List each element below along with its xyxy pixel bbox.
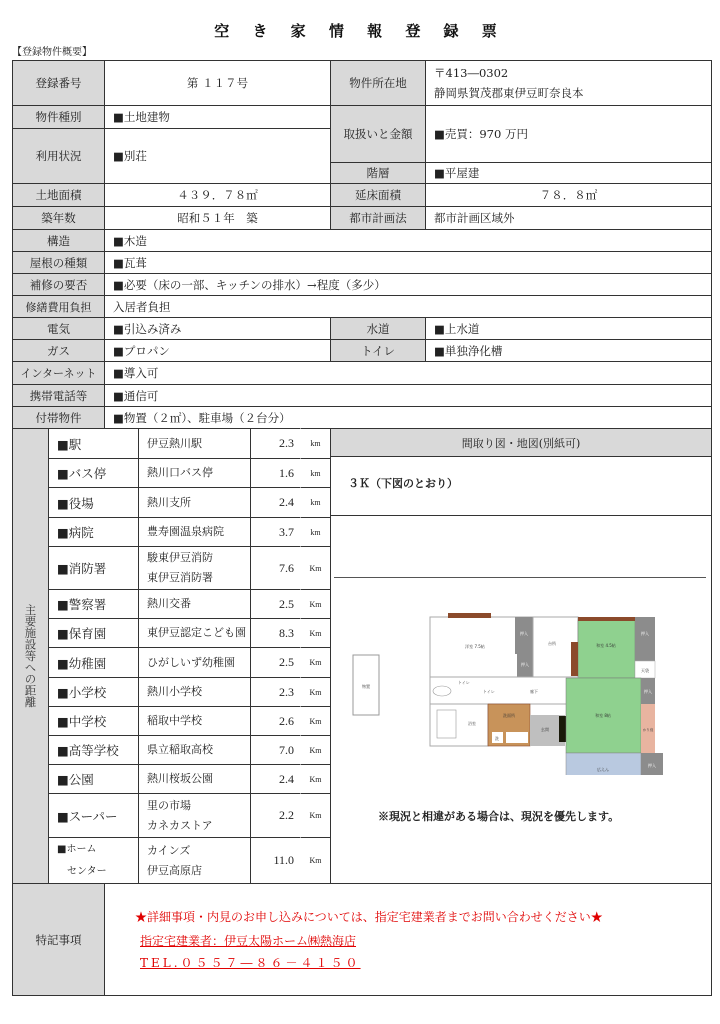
svg-text:トイレ: トイレ [483, 689, 495, 694]
facility-place-line: 豊寿園温泉病院 [147, 525, 224, 538]
facility-place-line: カネカストア [147, 818, 213, 832]
floorplan-note: ※現況と相違がある場合は、現況を優先します。 [378, 810, 620, 823]
facility-unit: Km [300, 764, 331, 794]
facility-name: ■消防署 [48, 546, 139, 590]
facility-distance: 2.4 [250, 487, 301, 518]
extras-label: 付帯物件 [12, 406, 105, 429]
usage-label: 利用状況 [12, 128, 105, 184]
facility-place [138, 837, 251, 884]
floors-label: 階層 [330, 162, 426, 184]
land-area-label: 土地面積 [12, 183, 105, 207]
facility-unit: km [300, 428, 331, 459]
facility-unit: Km [300, 618, 331, 648]
repair-cost-label: 修繕費用負担 [12, 295, 105, 318]
facility-unit: Km [300, 589, 331, 619]
internet-label: インターネット [12, 361, 105, 385]
built-label: 築年数 [12, 206, 105, 230]
facility-place [138, 764, 251, 794]
property-type-value: ■土地建物 [104, 105, 331, 129]
facility-place-line: 伊豆高原店 [147, 863, 202, 877]
deal-value: ■売買：970 万円 [425, 105, 712, 163]
floor-area-label: 延床面積 [330, 183, 426, 207]
facilities-section-label [12, 428, 49, 884]
repair-cost-value: 入居者負担 [104, 295, 712, 318]
facility-name: ■公園 [48, 764, 139, 794]
facility-place [138, 618, 251, 648]
svg-text:かり庭: かり庭 [642, 728, 654, 732]
facility-name: ■役場 [48, 487, 139, 518]
facilities-label-text: 主要施設等への距離 [23, 604, 38, 708]
facility-place-line: カインズ [147, 843, 191, 857]
toilet-value: ■単独浄化槽 [425, 339, 712, 362]
facility-name: ■高等学校 [48, 735, 139, 765]
section-label: 【登録物件概要】 [12, 47, 92, 58]
city-planning-value: 都市計画区域外 [425, 206, 712, 230]
facility-distance: 2.5 [250, 589, 301, 619]
facility-distance: 11.0 [250, 837, 301, 884]
location-label: 物件所在地 [330, 60, 426, 106]
svg-text:押入: 押入 [648, 763, 656, 768]
mobile-label: 携帯電話等 [12, 384, 105, 407]
facility-name [48, 837, 139, 884]
facility-place-line: 里の市場 [147, 798, 191, 812]
facility-name: ■スーパー [48, 793, 139, 838]
svg-text:押入: 押入 [641, 631, 649, 636]
electricity-value: ■引込み済み [104, 317, 331, 340]
svg-text:浴室: 浴室 [468, 721, 476, 726]
internet-value: ■導入可 [104, 361, 712, 385]
facility-unit: km [300, 517, 331, 547]
facility-unit: Km [300, 837, 331, 884]
address: 静岡県賀茂郡東伊豆町奈良本 [434, 86, 584, 100]
facility-place-line: 熱川口バス停 [147, 466, 213, 479]
built-value: 昭和５１年 築 [104, 206, 331, 230]
floorplan-header: 間取り図・地図(別紙可) [330, 428, 712, 457]
facility-place [138, 735, 251, 765]
floorplan-rule [334, 577, 706, 578]
water-label: 水道 [330, 317, 426, 340]
postal-code: 〒413―0302 [434, 66, 509, 80]
facility-unit: Km [300, 546, 331, 590]
document-title: 空 き 家 情 報 登 録 票 [214, 22, 506, 40]
facility-place-line: 稲取中学校 [147, 714, 202, 727]
svg-text:廊下: 廊下 [530, 689, 538, 694]
facility-place-line: 熱川支所 [147, 495, 191, 509]
svg-text:玄関: 玄関 [541, 727, 549, 732]
facility-distance: 8.3 [250, 618, 301, 648]
deal-label: 取扱いと金額 [330, 105, 426, 163]
facility-place [138, 487, 251, 518]
facility-unit: Km [300, 677, 331, 707]
facility-name: ■保育園 [48, 618, 139, 648]
notes-line-1: ★詳細事項・内見のお申し込みについては、指定宅建業者までお問い合わせください★ [135, 910, 603, 924]
svg-text:洗面所: 洗面所 [503, 713, 515, 718]
gas-value: ■プロパン [104, 339, 331, 362]
facility-place-line: 熱川桜坂公園 [147, 772, 213, 785]
floorplan-layout-text: ３Ｋ（下図のとおり） [348, 477, 458, 490]
facility-place-line: 熱川小学校 [147, 685, 202, 698]
notes-phone-link[interactable]: TEL.０５５７―８６－４１５０ [140, 956, 361, 970]
svg-text:広えん: 広えん [597, 767, 609, 772]
facility-unit: km [300, 458, 331, 488]
facility-place [138, 706, 251, 736]
facility-place-line: 駿東伊豆消防 [147, 551, 213, 564]
svg-text:和室 8帖: 和室 8帖 [595, 713, 611, 718]
facility-place [138, 546, 251, 590]
notes-agent-link[interactable]: 指定宅建業者：伊豆太陽ホーム㈱熱海店 [140, 934, 357, 948]
roof-value: ■瓦葺 [104, 251, 712, 274]
facility-unit: km [300, 487, 331, 518]
facility-name: ■病院 [48, 517, 139, 547]
water-value: ■上水道 [425, 317, 712, 340]
svg-text:洋室 7.5帖: 洋室 7.5帖 [465, 644, 485, 649]
facility-place-line: 東伊豆消防署 [147, 571, 213, 584]
facility-name: ■小学校 [48, 677, 139, 707]
facility-place [138, 677, 251, 707]
facility-distance: 2.5 [250, 647, 301, 678]
svg-text:和室 4.5帖: 和室 4.5帖 [596, 643, 616, 648]
facility-distance: 2.3 [250, 428, 301, 459]
property-type-label: 物件種別 [12, 105, 105, 129]
location-value [425, 60, 712, 106]
notes-panel [104, 883, 712, 996]
facility-distance: 2.4 [250, 764, 301, 794]
facility-distance: 3.7 [250, 517, 301, 547]
facility-name: ■バス停 [48, 458, 139, 488]
roof-label: 屋根の種類 [12, 251, 105, 274]
floor-area-value: ７８．８㎡ [425, 183, 712, 207]
facility-place [138, 517, 251, 547]
structure-value: ■木造 [104, 229, 712, 252]
gas-label: ガス [12, 339, 105, 362]
facility-distance: 2.6 [250, 706, 301, 736]
city-planning-label: 都市計画法 [330, 206, 426, 230]
facility-unit: Km [300, 735, 331, 765]
usage-value: ■別荘 [104, 128, 331, 184]
extras-value: ■物置（２㎡）、駐車場（２台分） [104, 406, 712, 429]
land-area-value: ４３９．７８㎡ [104, 183, 331, 207]
svg-text:洗: 洗 [495, 736, 499, 741]
facility-unit: Km [300, 647, 331, 678]
svg-text:押入: 押入 [521, 662, 529, 667]
floorplan-diagram [340, 600, 670, 775]
facility-place [138, 428, 251, 459]
svg-text:押入: 押入 [520, 631, 528, 636]
svg-text:台所: 台所 [548, 641, 556, 646]
facility-place-line: 伊豆熱川駅 [147, 436, 202, 450]
svg-text:物置: 物置 [362, 684, 370, 689]
floors-value: ■平屋建 [425, 162, 712, 184]
facility-place [138, 793, 251, 838]
facility-name-line: センター [67, 865, 107, 877]
toilet-label: トイレ [330, 339, 426, 362]
facility-place-line: 東伊豆認定こども園 [147, 626, 246, 639]
facility-distance: 2.3 [250, 677, 301, 707]
facility-distance: 7.6 [250, 546, 301, 590]
svg-text:トイレ: トイレ [458, 680, 470, 685]
svg-text:天袋: 天袋 [641, 668, 649, 673]
electricity-label: 電気 [12, 317, 105, 340]
facility-name: ■中学校 [48, 706, 139, 736]
facility-place-line: ひがしいず幼稚園 [147, 655, 235, 669]
facility-distance: 1.6 [250, 458, 301, 488]
registration-no-label: 登録番号 [12, 60, 105, 106]
structure-label: 構造 [12, 229, 105, 252]
facility-distance: 2.2 [250, 793, 301, 838]
facility-place [138, 589, 251, 619]
facility-name: ■駅 [48, 428, 139, 459]
notes-label: 特記事項 [12, 883, 105, 996]
facility-place [138, 458, 251, 488]
facility-distance: 7.0 [250, 735, 301, 765]
repair-value: ■必要（床の一部、キッチンの排水）→程度（多少） [104, 273, 712, 296]
facility-name-line: ■ホーム [57, 843, 97, 855]
facility-place-line: 熱川交番 [147, 597, 191, 610]
facility-place-line: 県立稲取高校 [147, 743, 213, 756]
repair-label: 補修の要否 [12, 273, 105, 296]
facility-unit: Km [300, 706, 331, 736]
svg-text:押入: 押入 [644, 689, 652, 694]
mobile-value: ■通信可 [104, 384, 712, 407]
floorplan-divider [330, 515, 712, 516]
facility-name: ■幼稚園 [48, 647, 139, 678]
facility-unit: Km [300, 793, 331, 838]
facility-place [138, 647, 251, 678]
registration-no-value: 第 １１７号 [104, 60, 331, 106]
facility-name: ■警察署 [48, 589, 139, 619]
